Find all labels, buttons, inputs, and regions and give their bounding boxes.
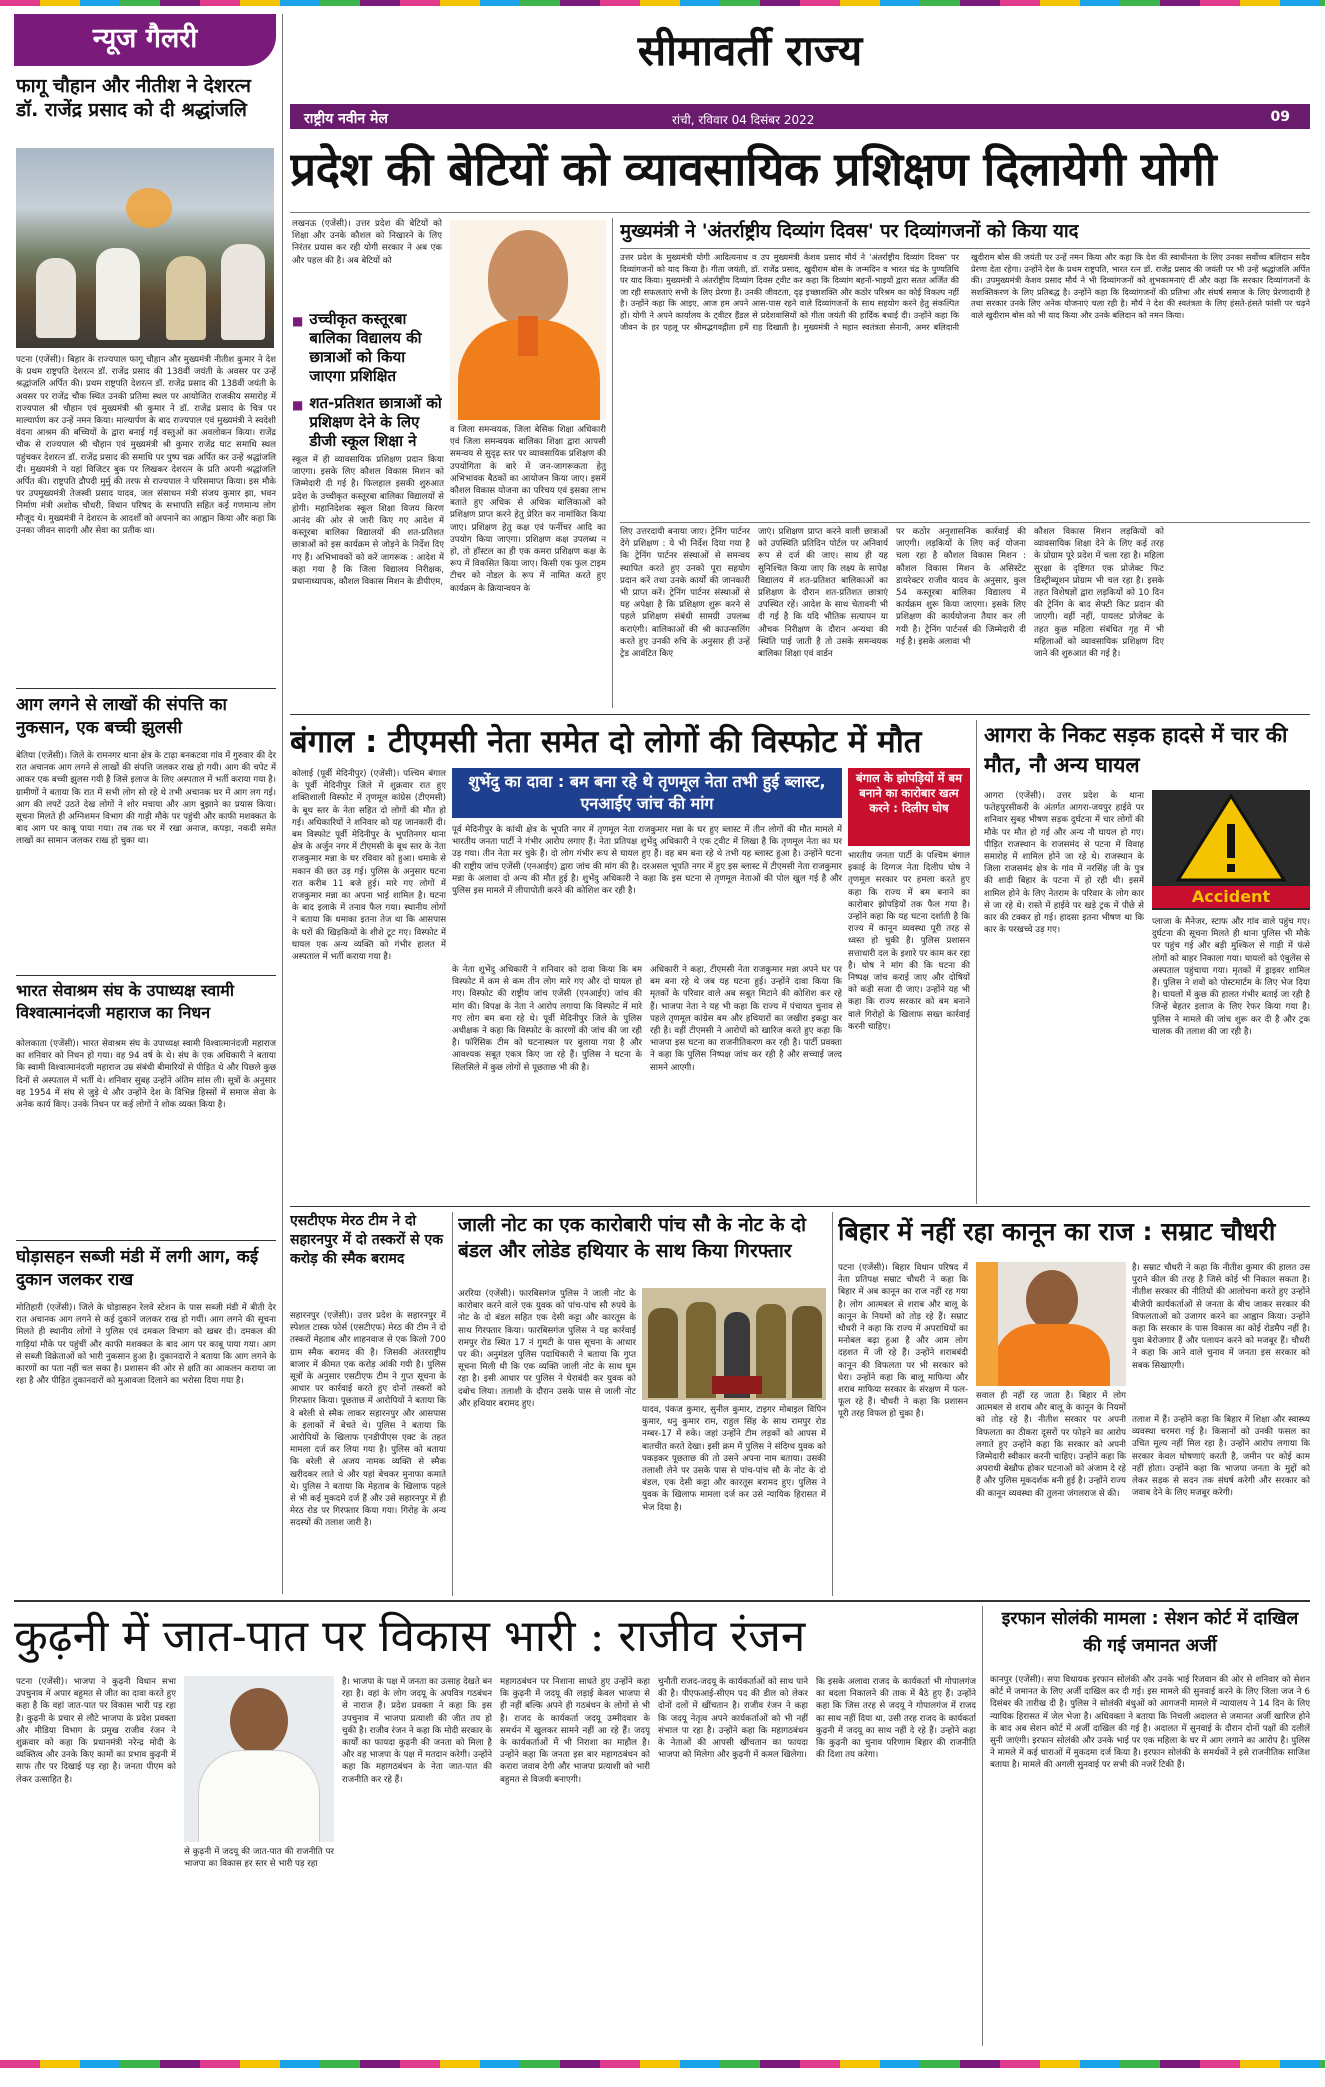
- lead-body-col3: व जिला समन्वयक, जिला बेसिक शिक्षा अधिकारी एवं जिला समन्वयक बालिका शिक्षा द्वारा आपसी समन्वय से सुदृढ़ स्तर पर व्यावसायिक प्रशिक्षण की उपयोगिता के बारे में जन-जागरूकता हेतु अभिभावक बैठकों का आयोजन किया जाए। इसमें कौशल विकास योजना का परिचय एवं इसका लाभ बताते हुए अधिक से अधिक बालिकाओं को प्रशिक्षण प्राप्त करने हेतु प्रेरित कर नामांकित किया जाए। प्रशिक्षण हेतु कक्ष एवं फर्नीचर आदि का उपयोग किया जाएगा। प्रशिक्षण कक्ष उपलब्ध न हो, तो हॉस्टल का ही एक कमरा प्रशिक्षण कक्ष के रूप में विकसित किया जाए। किसी एक फुल टाइम टीचर को नोडल के रूप में नामित करते हुए कार्यक्रम के क्रियान्वयन के: [450, 425, 606, 594]
- bengal-body-col1: कोलाई (पूर्वी मेदिनीपुर) (एजेंसी)। पश्चिम बंगाल के पूर्वी मेदिनीपुर जिले में शुक्रवार रात हुए शक्तिशाली विस्फोट में तृणमूल कांग्रेस (टीएमसी) के बूथ स्तर के नेता सहित दो लोगों की मौत हो गई। अधिकारियों ने शनिवार को यह जानकारी दी। बम विस्फोट पूर्वी मेदिनीपुर के भूपतिनगर थाना क्षेत्र के अर्जुन नगर में टीएमसी के बूथ स्तर के नेता राजकुमार मन्ना के घर रविवार को हुआ। धमाके से मकान की छत उड़ गई। पुलिस के अनुसार घटना रात करीब 11 बजे हुई। मारे गए लोगों में राजकुमार मन्ना का अपना भाई शामिल है। घटना के बाद इलाके में तनाव फैल गया। स्थानीय लोगों ने बताया कि धमाका इतना तेज था कि आसपास के घरों की खिड़कियों के शीशे टूट गए। विस्फोट में घायल एक अन्य व्यक्ति को गंभीर हालत में अस्पताल में भर्ती कराया गया है।: [292, 769, 446, 963]
- bengal-subhead: शुभेंदु का दावा : बम बना रहे थे तृणमूल नेता तभी हुई ब्लास्ट, एनआईए जांच की मांग: [468, 772, 826, 813]
- fake-currency-body-col1: अररिया (एजेंसी)। फारबिसगंज पुलिस ने जाली नोट के कारोबार करने वाले एक युवक को पांच-पांच सौ रुपये के नोट के दो बंडल सहित एक देसी कट्टा और कारतूस के साथ गिरफ्तार किया। फारबिसगंज पुलिस ने यह कार्रवाई रामपुर रोड स्थित 17 नं गुमटी के पास सूचना के आधार पर की। अनुमंडल पुलिस पदाधिकारी ने बताया कि गुप्त सूचना मिली थी कि एक व्यक्ति जाली नोट के साथ घूम रहा है। इसी आधार पर पुलिस ने घेराबंदी कर युवक को दबोच लिया। तलाशी के दौरान उसके पास से जाली नोट और हथियार बरामद हुए।: [458, 1289, 636, 1409]
- accident-graphic: [1152, 790, 1310, 910]
- bengal-box-body: भारतीय जनता पार्टी के पश्चिम बंगाल इकाई के दिग्गज नेता दिलीप घोष ने तृणमूल सरकार पर हमला करते हुए कहा कि राज्य में बम बनाने का कारोबार झोपड़ियों तक फैल गया है। उन्होंने कहा कि यह घटना दर्शाती है कि राज्य में कानून व्यवस्था पूरी तरह से ध्वस्त हो चुकी है। पुलिस प्रशासन सत्ताधारी दल के इशारे पर काम कर रहा है। घोष ने मांग की कि घटना की निष्पक्ष जांच कराई जाए और दोषियों को कड़ी सजा दी जाए। उन्होंने यह भी कहा कि राज्य सरकार को बम बनाने वाले गिरोहों के खिलाफ सख्त कार्रवाई करनी चाहिए।: [848, 851, 970, 1032]
- masthead-bar: [290, 107, 1310, 129]
- rajiv-headline: कुढ़नी में जात-पात पर विकास भारी : राजीव रंजन: [14, 1611, 806, 1662]
- agra-body-col1: आगरा (एजेंसी)। उत्तर प्रदेश के थाना फतेहपुरसीकरी के अंतर्गत आगरा-जयपुर हाईवे पर शनिवार सुबह भीषण सड़क दुर्घटना में चार लोगों की मौके पर मौत हो गई और अन्य नौ घायल हो गए। पीड़ित राजस्थान के राजसमंद से पटना में विवाह समारोह में शामिल होने जा रहे थे। राजस्थान के जिला राजसमंद क्षेत्र के गांव में नरसिंह जी के पुत्र की शादी बिहार के पटना में हो रही थी। इसमें शामिल होने के लिए नेतराम के परिवार के लोग कार से जा रहे थे। रास्ते में हाईवे पर खड़े ट्रक में पीछे से कार की टक्कर हो गई। हादसा इतना भीषण था कि कार के परखच्चे उड़ गए।: [984, 791, 1144, 936]
- bengal-body-col4: अधिकारी ने कहा, टीएमसी नेता राजकुमार मन्ना अपने घर पर बम बना रहे थे जब यह घटना हुई। उन्होंने दावा किया कि मृतकों के परिवार वाले अब सबूत मिटाने की कोशिश कर रहे हैं। भाजपा नेता ने यह भी कहा कि राज्य में पंचायत चुनाव से पहले तृणमूल कांग्रेस बम और हथियारों का जखीरा इकट्ठा कर रही है। वहीं टीएमसी ने आरोपों को खारिज करते हुए कहा कि भाजपा इस घटना का राजनीतिकरण कर रही है। पार्टी प्रवक्ता ने कहा कि पुलिस निष्पक्ष जांच कर रही है और सच्चाई जल्द सामने आएगी।: [650, 965, 842, 1073]
- section-title: सीमावर्ती राज्य: [637, 26, 863, 75]
- bengal-body-col3: के नेता शुभेंदु अधिकारी ने शनिवार को दावा किया कि बम विस्फोट में कम से कम तीन लोग मारे गए और दो घायल हो गए। विस्फोट की राष्ट्रीय जांच एजेंसी (एनआईए) जांच की मांग की। विपक्ष के नेता ने आरोप लगाया कि विस्फोट में मारे गए लोग बम बना रहे थे। पूर्वी मेदिनीपुर जिले के पुलिस अधीक्षक ने कहा कि विस्फोट के कारणों की जांच की जा रही है। फॉरेंसिक टीम को घटनास्थल पर बुलाया गया है और आवश्यक सबूत एकत्र किए जा रहे हैं। पुलिस ने घटना के सिलसिले में कुछ लोगों से पूछताछ भी की है।: [452, 965, 642, 1073]
- smuggler-headline: एसटीएफ मेरठ टीम ने दो सहारनपुर में दो तस्करों से एक करोड़ की स्मैक बरामद: [290, 1213, 443, 1267]
- irfan-body: कानपुर (एजेंसी)। सपा विधायक इरफान सोलंकी और उनके भाई रिजवान की ओर से शनिवार को सेशन कोर्ट में जमानत के लिए अर्जी दाखिल कर दी गई। इस मामले की सुनवाई करने के लिए जिला जज ने 6 दिसंबर की तारीख दी है। पुलिस ने सोलंकी बंधुओं को आगजनी मामले में न्यायालय ने 14 दिन के लिए न्यायिक हिरासत में जेल भेजा है। अधिवक्ता ने बताया कि निचली अदालत से जमानत अर्जी खारिज होने के बाद अब सेशन कोर्ट में अर्जी दाखिल की गई है। अदालत में सुनवाई के दौरान दोनों पक्षों की दलीलें सुनी जाएंगी। इरफान सोलंकी और उनके भाई पर एक महिला के घर में आग लगाने का आरोप है। पुलिस ने मामले में कई धाराओं में मुकदमा दर्ज किया है। इरफान सोलंकी के समर्थकों ने इसे राजनीतिक साजिश बताया है। मामले की अगली सुनवाई पर सभी की नजरें टिकी हैं।: [990, 1675, 1310, 1771]
- samrat-choudhary-photo: [976, 1262, 1126, 1386]
- market-fire-headline: घोड़ासहन सब्जी मंडी में लगी आग, कई दुकान जलकर राख: [16, 1247, 259, 1290]
- fire-headline: आग लगने से लाखों की संपत्ति का नुकसान, एक बच्ची झुलसी: [16, 695, 227, 738]
- agra-headline: आगरा के निकट सड़क हादसे में चार की मौत, नौ अन्य घायल: [984, 723, 1288, 777]
- market-fire-body: मोतिहारी (एजेंसी)। जिले के घोड़ासहन रेलवे स्टेशन के पास सब्जी मंडी में बीती देर रात अचानक आग लगने से कई दुकानें जलकर राख हो गयीं। आग लगने की सूचना मिलते ही स्थानीय लोगों ने पुलिस एवं दमकल विभाग को खबर दी। दमकल की गाड़ियां मौके पर पहुंचीं और काफी मशक्कत के बाद आग पर काबू पाया गया। आग से सब्जी विक्रेताओं को भारी नुकसान हुआ है। दुकानदारों ने बताया कि आग लगने के कारणों का पता नहीं चल सका है। प्रशासन की ओर से क्षति का आकलन कराया जा रहा है और पीड़ित दुकानदारों को मुआवजा दिलाने का भरोसा दिया गया है।: [16, 1303, 276, 1387]
- rajiv-body-col2: है। भाजपा के पक्ष में जनता का उत्साह देखते बन रहा है। वहां के लोग जदयू के अपवित्र गठबंधन से नाराज हैं। प्रदेश प्रवक्ता ने कहा कि इस उपचुनाव में भाजपा प्रत्याशी की जीत तय हो चुकी है। राजीव रंजन ने कहा कि मोदी सरकार के कार्यों का फायदा कुढ़नी की जनता को मिला है और वह भाजपा के पक्ष में मतदान करेगी। उन्होंने कहा कि महागठबंधन के नेता जात-पात की राजनीति कर रहे हैं।: [342, 1677, 492, 1785]
- bihar-body-col4: तलाश में हैं। उन्होंने कहा कि बिहार में शिक्षा और स्वास्थ्य व्यवस्था चरमरा गई है। किसानों को उनकी फसल का उचित मूल्य नहीं मिल रहा है। उन्होंने आरोप लगाया कि सरकार केवल घोषणाएं करती है, जमीन पर कोई काम नहीं होता। उन्होंने कहा कि भाजपा जनता के मुद्दों को लेकर सड़क से सदन तक संघर्ष करेगी और सरकार को जवाब देने के लिए मजबूर करेगी।: [1132, 1415, 1310, 1499]
- gallery-photo: [16, 148, 274, 348]
- lead-bullet-2: ■ शत-प्रतिशत छात्राओं को प्रशिक्षण देने के लिए डीजी स्कूल शिक्षा ने: [292, 394, 442, 450]
- obituary-body: कोलकाता (एजेंसी)। भारत सेवाश्रम संघ के उपाध्यक्ष स्वामी विश्वात्मानंदजी महाराज का शनिवार को निधन हो गया। वह 94 वर्ष के थे। संघ के एक अधिकारी ने बताया कि स्वामी विश्वात्मानंदजी महाराज उम्र संबंधी बीमारियों से पीड़ित थे और पिछले कुछ दिनों से अस्पताल में भर्ती थे। शनिवार सुबह उन्होंने अंतिम सांस ली। सूत्रों के अनुसार वह 1954 में संघ से जुड़े थे और उन्होंने देश के विभिन्न हिस्सों में समाज सेवा के अनेक कार्य किए। उनके निधन पर कई लोगों ने शोक व्यक्त किया है।: [16, 1039, 276, 1111]
- lead-body-col4: लिए उत्तरदायी बनाया जाए। ट्रेनिंग पार्टनर देंगे प्रशिक्षण : ये भी निर्देश दिया गया है कि ट्रेनिंग पार्टनर संस्थाओं से समन्वय स्थापित करते हुए उनको पूरा सहयोग प्रदान करें तथा उनके कार्यों की जानकारी भी प्राप्त करें। ट्रेनिंग पार्टनर संस्थाओं से यह अपेक्षा है कि प्रशिक्षण शुरू करने से पहले प्रशिक्षण संबंधी सामग्री उपलब्ध कराएंगी। बालिकाओं की श्री काउन्सलिंग करते हुए उनकी रुचि के अनुसार ही उन्हें ट्रेड आवंटित किए: [620, 527, 750, 660]
- bengal-box-headline-bg: [848, 768, 970, 846]
- bihar-body-col3: सवाल ही नहीं रह जाता है। बिहार में लोग आत्मबल से शराब और बालू के कानून के नियमों को तोड़ रहे हैं। नीतीश सरकार पर अपनी विफलता का ठीकरा दूसरों पर फोड़ने का आरोप लगाते हुए उन्होंने कहा कि सरकार को अपनी जिम्मेदारी स्वीकार करनी चाहिए। उन्होंने कहा कि अपराधी बेखौफ होकर घटनाओं को अंजाम दे रहे हैं और पुलिस मूकदर्शक बनी हुई है। उन्होंने राज्य की कानून व्यवस्था की तुलना जंगलराज से की।: [976, 1391, 1126, 1499]
- lead-bullet-1: ■ उच्चीकृत कस्तूरबा बालिका विद्यालय की छात्राओं को किया जाएगा प्रशिक्षित: [292, 310, 422, 385]
- lead-headline: प्रदेश की बेटियों को व्यावसायिक प्रशिक्षण दिलायेगी योगी: [290, 142, 1217, 196]
- bihar-body-col2: है। सम्राट चौधरी ने कहा कि नीतीश कुमार की हालत उस पुराने कील की तरह है जिसे कोई भी निकाल सकता है। नीतीश सरकार की नीतियों की आलोचना करते हुए उन्होंने बीजेपी कार्यकर्ताओं से जनता के बीच जाकर सरकार की विफलताओं को उजागर करने का आह्वान किया। उन्होंने कहा कि सरकार के पास विकास का कोई रोडमैप नहीं है। युवा बेरोजगार हैं और पलायन करने को मजबूर हैं। चौधरी ने कहा कि आने वाले चुनाव में जनता इस सरकार को सबक सिखाएगी।: [1132, 1263, 1310, 1371]
- police-arrest-photo: [642, 1288, 826, 1400]
- rajiv-body-col5: कि इसके अलावा राजद के कार्यकर्ता भी गोपालगंज का बदला निकालने की ताक में बैठे हुए हैं। उन्होंने कहा कि जिस तरह से जदयू ने गोपालगंज में राजद का साथ नहीं दिया था, उसी तरह राजद के कार्यकर्ता कुढ़नी में जदयू का साथ नहीं दे रहे हैं। उन्होंने कहा कि कुढ़नी का चुनाव परिणाम बिहार की राजनीति की दिशा तय करेगा।: [816, 1677, 976, 1761]
- fake-currency-body-col2: यादव, पंकज कुमार, सुनील कुमार, टाइगर मोबाइल विपिन कुमार, धनु कुमार राम, राहुल सिंह के साथ रामपुर रोड नम्बर-17 में रुके। जहां उन्होंने टीम लड़कों को आपस में बातचीत करते देखा। इसी क्रम में पुलिस ने संदिग्ध युवक को पकड़कर पूछताछ की तो उसने अपना नाम बताया। उसकी तलाशी लेने पर उसके पास से पांच-पांच सौ के नोट के दो बंडल, एक देसी कट्टा और कारतूस बरामद हुए। पुलिस ने युवक के खिलाफ मामला दर्ज कर उसे न्यायिक हिरासत में भेज दिया है।: [642, 1405, 826, 1513]
- rajiv-body-col1: पटना (एजेंसी)। भाजपा ने कुढ़नी विधान सभा उपचुनाव में अपार बहुमत से जीत का दावा करते हुए कहा है कि वहां जात-पात पर विकास भारी पड़ रहा है। कुढ़नी के प्रचार से लौटे भाजपा के प्रदेश प्रवक्ता और मीडिया विभाग के प्रमुख राजीव रंजन ने शुक्रवार को कहा कि प्रधानमंत्री नरेन्द्र मोदी के व्यक्तित्व और उनके किए कामों का प्रभाव कुढ़नी में साफ तौर पर दिखाई पड़ रहा है। जनता पीएम को लेकर उत्साहित है।: [16, 1677, 176, 1785]
- divyang-body: उत्तर प्रदेश के मुख्यमंत्री योगी आदित्यनाथ व उप मुख्यमंत्री केशव प्रसाद मौर्य ने 'अंतर्राष्ट्रीय दिव्यांग दिवस' पर दिव्यांगजनों को याद किया है। गीता जयंती, डॉ. राजेंद्र प्रसाद, खुदीराम बोस के जन्मदिन व भारत चंद्र के पुण्यतिथि पर याद किया। मुख्यमंत्री ने अंतर्राष्ट्रीय दिव्यांग दिवस ट्वीट कर कहा कि दिव्यांग बहनों-भाइयों द्वारा सतत अर्जित की जा रही सफलताएं सभी के लिए प्रेरणा हैं। उनकी जीवटता, दृढ़ इच्छाशक्ति और कठोर परिश्रम का कोई विकल्प नहीं है। उन्होंने कहा कि आइए, आज हम अपने आस-पास रहने वाले दिव्यांगजनों के साथ सहयोग करने हेतु संकल्पित हों। योगी ने अपने कार्यालय के ट्वीटर हैंडल से प्रदेशवासियों को गीता जयंती की हार्दिक बधाई दी। उन्होंने कहा कि जीवन के हर पहलू पर श्रीमद्भगवद्गीता हमें राह दिखाती है। मुख्यमंत्री ने महान स्वतंत्रता सेनानी, अमर बलिदानी खुदीराम बोस की जयंती पर उन्हें नमन किया और कहा कि देश की स्वाधीनता के लिए उनका सर्वोच्च बलिदान सदैव प्रेरणा देता रहेगा। उन्होंने देश के प्रथम राष्ट्रपति, भारत रत्न डॉ. राजेंद्र प्रसाद की जयंती पर भी उन्हें श्रद्धांजलि अर्पित की। उपमुख्यमंत्री केशव प्रसाद मौर्य ने भी दिव्यांगजनों को शुभकामनाएं दीं और कहा कि सरकार दिव्यांगजनों के सशक्तिकरण के लिए प्रतिबद्ध है। उन्होंने कहा कि दिव्यांगजनों की प्रतिभा और संघर्ष समाज के लिए प्रेरणादायी है तथा सरकार उनके लिए अनेक योजनाएं चला रही है। मौर्य ने देश की स्वतंत्रता के लिए हंसते-हंसते फांसी पर चढ़ने वाले खुदीराम बोस को भी याद किया और उनके बलिदान को नमन किया।: [620, 252, 1310, 332]
- dateline: रांची, रविवार 04 दिसंबर 2022: [672, 113, 815, 127]
- rajiv-body-col4: चुनौती राजद-जदयू के कार्यकर्ताओं को साथ पाने की है। पीएफआई-सीएम पद की डील को लेकर दोनों दलों में खींचतान है। राजीव रंजन ने कहा कि जदयू नेतृत्व अपने कार्यकर्ताओं को भी नहीं संभाल पा रहा है। उन्होंने कहा कि महागठबंधन के नेताओं की आपसी खींचतान का फायदा भाजपा को मिलेगा और कुढ़नी में कमल खिलेगा।: [658, 1677, 808, 1761]
- divyang-headline: मुख्यमंत्री ने 'अंतर्राष्ट्रीय दिव्यांग दिवस' पर दिव्यांगजनों को किया याद: [620, 221, 1079, 242]
- fire-body: बेतिया (एजेंसी)। जिले के रामनगर थाना क्षेत्र के टाढ़ा बनकटवा गांव में गुरुवार की देर रात अचानक आग लगने से लाखों की संपत्ति जलकर राख हो गयी। आग की चपेट में आकर एक बच्ची झुलस गयी है जिसे इलाज के लिए अस्पताल में भर्ती कराया गया है। ग्रामीणों ने बताया कि रात में सभी लोग सो रहे थे तभी अचानक घर में आग लग गई। आग की लपटें उठते देख लोगों ने शोर मचाया और आग बुझाने का प्रयास किया। सूचना मिलते ही अग्निशमन विभाग की गाड़ी मौके पर पहुंची और काफी मशक्कत के बाद आग पर काबू पाया गया। तब तक घर में रखा अनाज, कपड़ा, नकदी समेत लाखों का सामान जलकर राख हो चुका था।: [16, 751, 276, 847]
- lead-bullets: [292, 310, 442, 450]
- bihar-body-col1: पटना (एजेंसी)। बिहार विधान परिषद में नेता प्रतिपक्ष सम्राट चौधरी ने कहा कि बिहार में अब कानून का राज नहीं रह गया है। लोग आत्मबल से शराब और बालू के कानून के नियमों को तोड़ रहे हैं। सम्राट चौधरी ने कहा कि राज्य में अपराधियों का मनोबल बढ़ा हुआ है और आम लोग दहशत में जी रहे हैं। उन्होंने शराबबंदी कानून की विफलता पर भी सरकार को घेरा। उन्होंने कहा कि बालू माफिया और शराब माफिया सरकार के संरक्षण में फल-फूल रहे हैं। चौधरी ने कहा कि प्रशासन पूरी तरह विफल हो चुका है।: [838, 1263, 968, 1420]
- lead-body-col7: कौशल विकास मिशन लड़कियों को व्यावसायिक शिक्षा देने के लिए कई तरह के प्रोग्राम पूरे प्रदेश में चला रहा है। महिला सुरक्षा के दृष्टिगत एक प्रोजेक्ट फिट डिस्ट्रीब्यूशन प्रोग्राम भी चल रहा है। इसके तहत विशेषज्ञों द्वारा लड़कियों को 10 दिन की ट्रेनिंग के बाद सेफ्टी किट प्रदान की जाएगी। वहीं नहीं, पायलट प्रोजेक्ट के तहत कुछ महिला संबंधित गृह में भी महिलाओं को व्यावसायिक प्रशिक्षण दिए जाने की शुरुआत की गई है।: [1034, 527, 1164, 660]
- lead-body-col5: जाएं। प्रशिक्षण प्राप्त करने वाली छात्राओं को उपस्थिति प्रतिदिन पोर्टल पर अनिवार्य रूप से दर्ज की जाए। साथ ही यह सुनिश्चित किया जाए कि लक्ष्य के सापेक्ष विद्यालय में शत-प्रतिशत बालिकाओं का प्रशिक्षण के दौरान शत-प्रतिशत छात्राएं उपस्थित रहें। आदेश के साथ चेतावनी भी दी गई है कि यदि भौतिक सत्यापन या औचक निरीक्षण के दौरान अन्यथा की स्थिति पाई जाती है तो उसके समन्वयक बालिका शिक्षा एवं वार्डन: [758, 527, 888, 660]
- rajiv-ranjan-photo: [184, 1676, 334, 1842]
- news-gallery-banner: [14, 14, 276, 66]
- gallery-headline: फागू चौहान और नीतीश ने देशरत्न डॉ. राजेंद्र प्रसाद को दी श्रद्धांजलि: [16, 75, 251, 121]
- bihar-headline: बिहार में नहीं रहा कानून का राज : सम्राट चौधरी: [838, 1217, 1276, 1246]
- agra-body-col2: प्लाजा के मैनेजर, स्टाफ और गांव वाले पहुंच गए। दुर्घटना की सूचना मिलते ही थाना पुलिस भी मौके पर पहुंच गई और बड़ी मुश्किल से गाड़ी में फंसे लोगों को बाहर निकाला गया। घायलों को एंबुलेंस से अस्पताल पहुंचाया गया। मृतकों में ड्राइवर शामिल हैं। पुलिस ने शवों को पोस्टमार्टम के लिए भेज दिया है। घायलों में कुछ की हालत गंभीर बताई जा रही है जिन्हें बेहतर इलाज के लिए रेफर किया गया है। पुलिस ने मामले की जांच शुरू कर दी है और ट्रक चालक की तलाश की जा रही है।: [1152, 917, 1310, 1037]
- yogi-portrait: [450, 220, 606, 420]
- rajiv-photo-caption: से कुढ़नी में जदयू की जात-पात की राजनीति पर भाजपा का विकास हर स्तर से भारी पड़ रहा: [184, 1847, 334, 1870]
- fake-currency-headline: जाली नोट का एक कारोबारी पांच सौ के नोट के दो बंडल और लोडेड हथियार के साथ किया गिरफ्तार: [458, 1214, 807, 1262]
- top-color-strip: [0, 0, 1325, 6]
- bengal-headline: बंगाल : टीएमसी नेता समेत दो लोगों की विस्फोट में मौत: [290, 724, 922, 760]
- rajiv-body-col3: महागठबंधन पर निशाना साधते हुए उन्होंने कहा कि कुढ़नी में जदयू की लड़ाई केवल भाजपा से ही नहीं बल्कि अपने ही गठबंधन के लोगों से भी है। राजद के कार्यकर्ता जदयू उम्मीदवार के समर्थन में खुलकर सामने नहीं आ रहे हैं। जदयू के कार्यकर्ताओं में भी निराशा का माहौल है। उन्होंने कहा कि जनता इस बार महागठबंधन को करारा जवाब देगी और भाजपा प्रत्याशी को भारी बहुमत से विजयी बनाएगी।: [500, 1677, 650, 1785]
- smuggler-body: सहारनपुर (एजेंसी)। उत्तर प्रदेश के सहारनपुर में स्पेशल टास्क फोर्स (एसटीएफ) मेरठ की टीम ने दो तस्करों मेहताब और शाहनवाज से एक किलो 700 ग्राम स्मैक बरामद की है। जिसकी अंतरराष्ट्रीय बाजार में कीमत एक करोड़ आंकी गयी है। पुलिस सूत्रों के अनुसार एसटीएफ टीम ने गुप्त सूचना के आधार पर कार्रवाई करते हुए दोनों तस्करों को गिरफ्तार किया। पूछताछ में आरोपियों ने बताया कि वे बरेली से स्मैक लाकर सहारनपुर और आसपास के इलाकों में बेचते थे। पुलिस ने बताया कि आरोपियों के खिलाफ एनडीपीएस एक्ट के तहत मामला दर्ज कर लिया गया है। पुलिस को बताया कि बरेली से अजय नामक व्यक्ति से स्मैक खरीदकर लाते थे और यहां बेचकर मुनाफा कमाते थे। पुलिस ने बताया कि मेहताब के खिलाफ पहले से भी कई मुकदमे दर्ज हैं और उसे सहारनपुर में ही मेरठ रोड पर गिरफ्तार किया गया। गिरोह के अन्य सदस्यों की तलाश जारी है।: [290, 1311, 446, 1529]
- warning-triangle-icon: [1152, 790, 1310, 886]
- lead-body-col2: स्कूल में ही व्यावसायिक प्रशिक्षण प्रदान किया जाएगा। इसके लिए कौशल विकास मिशन को जिम्मेदारी दी गई है। फिलहाल इसकी शुरुआत प्रदेश के उच्चीकृत कस्तूरबा बालिका विद्यालयों से होगी। महानिदेशक स्कूल शिक्षा विजय किरण आनंद की ओर से जारी किए गए आदेश में कस्तूरबा बालिका विद्यालयों की शत-प्रतिशत छात्राओं को इस कार्यक्रम से जोड़ने के निर्देश दिए गए हैं। अभिभावकों को करें जागरूक : आदेश में कहा गया है कि जिला विद्यालय निरीक्षक, प्रधानाध्यापक, कौशल विकास मिशन के डीपीएम,: [292, 455, 444, 588]
- bottom-color-strip: [0, 2060, 1325, 2068]
- bengal-body-col2: पूर्व मेदिनीपुर के कांथी क्षेत्र के भूपति नगर में तृणमूल नेता राजकुमार मन्ना के घर हुए ब्लास्ट में तीन लोगों की मौत मामले में भारतीय जनता पार्टी ने गंभीर आरोप लगाए हैं। नेता प्रतिपक्ष शुभेंदु अधिकारी ने एक ट्वीट में लिखा है कि तृणमूल नेता का घर उड़ गया। तीन नेता मर चुके हैं। दो लोग गंभीर रूप से घायल हुए हैं। वह बम बना रहे थे तभी यह ब्लास्ट हुआ है। उन्होंने घटना की राष्ट्रीय जांच एजेंसी (एनआईए) द्वारा जांच की मांग की है। दरअसल भूपति नगर में हुए इस ब्लास्ट में टीएमसी नेता राजकुमार मन्ना के अलावा दो अन्य की मौत हुई है। शुभेंदु अधिकारी ने कहा कि इस घटना से तृणमूल नेताओं की पोल खुल गई है और पुलिस इस मामले में लीपापोती करने की कोशिश कर रही है।: [452, 825, 842, 897]
- news-gallery-label: न्यूज गैलरी: [92, 23, 198, 54]
- lead-body-col1: लखनऊ (एजेंसी)। उत्तर प्रदेश की बेटियों को शिक्षा और उनके कौशल को निखारने के लिए निरंतर प्रयास कर रही योगी सरकार ने अब एक और पहल की है। अब बेटियों को: [292, 219, 442, 266]
- lead-body-col6: पर कठोर अनुशासनिक कार्रवाई की जाएगी। लड़कियों के लिए कई योजना चला रहा है कौशल विकास मिशन : कौशल विकास मिशन के असिस्टेंट डायरेक्टर राजीव यादव के अनुसार, कुल 54 कस्तूरबा बालिका विद्यालय में कार्यक्रम शुरू किया जाएगा। इसके लिए प्रशिक्षण की कार्ययोजना तैयार कर ली गयी है। ट्रेनिंग पार्टनर्स की जिम्मेदारी दी गई है। इसके अलावा भी: [896, 527, 1026, 647]
- obituary-headline: भारत सेवाश्रम संघ के उपाध्यक्ष स्वामी विश्वात्मानंदजी महाराज का निधन: [16, 981, 234, 1022]
- bengal-box-headline: बंगाल के झोपड़ियों में बम बनाने का कारोबार खत्म करने : दिलीप घोष: [856, 771, 962, 815]
- irfan-headline: इरफान सोलंकी मामला : सेशन कोर्ट में दाखिल की गई जमानत अर्जी: [1001, 1609, 1299, 1656]
- bengal-subhead-box: [452, 768, 842, 818]
- page-number: 09: [1270, 109, 1290, 125]
- paper-name: राष्ट्रीय नवीन मेल: [304, 111, 388, 127]
- gallery-body: पटना (एजेंसी)। बिहार के राज्यपाल फागू चौहान और मुख्यमंत्री नीतीश कुमार ने देश के प्रथम राष्ट्रपति देशरत्न डॉ. राजेंद्र प्रसाद की 138वीं जयंती के अवसर पर उन्हें श्रद्धांजलि अर्पित की। प्रथम राष्ट्रपति देशरत्न डॉ. राजेंद्र प्रसाद की 138वीं जयंती के अवसर पर राजेंद्र चौक स्थित उनकी प्रतिमा स्थल पर आयोजित राजकीय समारोह में राज्यपाल श्री चौहान एवं मुख्यमंत्री श्री कुमार ने डॉ. राजेंद्र प्रसाद के चित्र पर माल्यार्पण कर उन्हें नमन किया। माल्यार्पण के बाद राज्यपाल एवं मुख्यमंत्री ने स्वदेशी वंदना आश्रम की बच्चियों के द्वारा बनाई गई वस्तुओं का अवलोकन किया। राजेंद्र चौक से राज्यपाल श्री चौहान एवं मुख्यमंत्री श्री कुमार राजेंद्र घाट समाधि स्थल पहुंचकर देशरत्न डॉ. राजेंद्र प्रसाद की समाधि पर पुष्प चक्र अर्पित कर उन्हें श्रद्धांजलि दी। मुख्यमंत्री ने यहां विजिटर बुक पर लिखकर देशरत्न के प्रति अपनी श्रद्धांजलि अर्पित की। राष्ट्रपति द्रौपदी मुर्मु की तरफ से राज्यपाल ने परिसमाप्त किया। इस मौके पर उपमुख्यमंत्री तेजस्वी प्रसाद यादव, जल संसाधन मंत्री संजय कुमार झा, भवन निर्माण मंत्री अशोक चौधरी, विधान परिषद के सभापति सहित कई गणमान्य लोग मौजूद थे। मुख्यमंत्री ने देशरत्न के आदर्शों को अपनाने का आह्वान किया और कहा कि उनका जीवन सादगी और सेवा का प्रतीक था।: [16, 355, 276, 536]
- accident-label: Accident: [1152, 886, 1310, 908]
- masthead-section-title-box: [540, 20, 960, 90]
